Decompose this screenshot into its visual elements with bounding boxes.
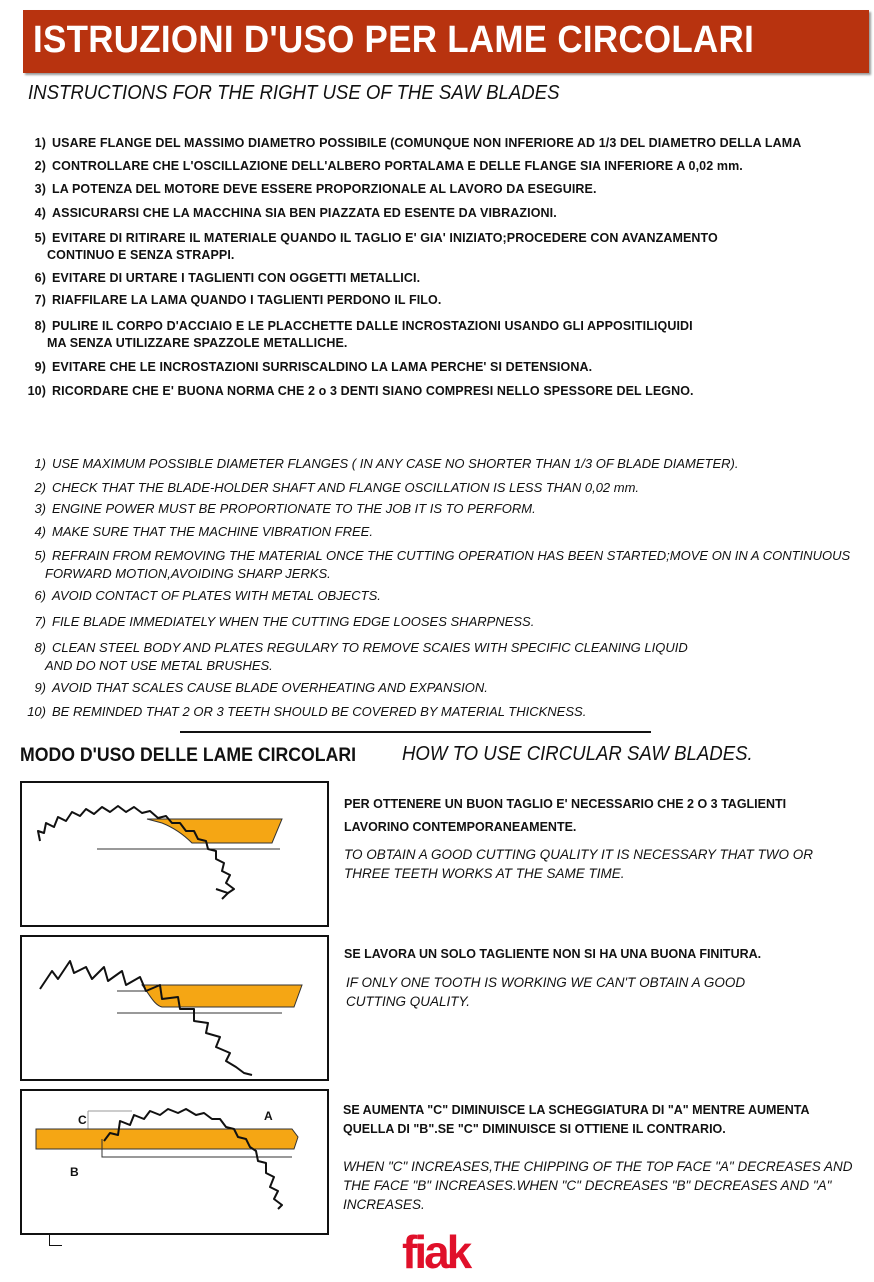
- list-item: 5) REFRAIN FROM REMOVING THE MATERIAL ONCE THE CUTTING OPERATION HAS BEEN STARTED;MOVE ON IN A CONTINUOUS FORWARD MOTION,AVOIDING SHARP JERKS.: [34, 548, 851, 581]
- list-item: 3) ENGINE POWER MUST BE PROPORTIONATE TO THE JOB IT IS TO PERFORM.: [34, 501, 536, 516]
- list-item: 1) USARE FLANGE DEL MASSIMO DIAMETRO POSSIBILE (COMUNQUE NON INFERIORE AD 1/3 DEL DIAMETRO DELLA LAMA: [34, 136, 802, 150]
- list-item: 10) BE REMINDED THAT 2 OR 3 TEETH SHOULD BE COVERED BY MATERIAL THICKNESS.: [27, 704, 587, 719]
- section-title-italian: MODO D'USO DELLE LAME CIRCOLARI: [20, 745, 357, 766]
- panel-text-italian: SE LAVORA UN SOLO TAGLIENTE NON SI HA UNA BUONA FINITURA.: [344, 947, 762, 961]
- list-item: 5) EVITARE DI RITIRARE IL MATERIALE QUANDO IL TAGLIO E' GIA' INIZIATO;PROCEDERE CON AVANZAMENTO CONTINUO E SENZA STRAPPI.: [34, 231, 718, 262]
- list-item: 8) PULIRE IL CORPO D'ACCIAIO E LE PLACCHETTE DALLE INCROSTAZIONI USANDO GLI APPOSITILIQUIDI MA SENZA UTILIZZARE SPAZZOLE METALLICHE.: [34, 319, 693, 350]
- list-item: 7) FILE BLADE IMMEDIATELY WHEN THE CUTTING EDGE LOOSES SHARPNESS.: [34, 614, 535, 629]
- label-b: B: [70, 1165, 79, 1179]
- list-item: 7) RIAFFILARE LA LAMA QUANDO I TAGLIENTI PERDONO IL FILO.: [34, 293, 442, 307]
- title-banner: [23, 10, 869, 73]
- diagram-panel-multi-teeth: [20, 781, 814, 927]
- list-item: 3) LA POTENZA DEL MOTORE DEVE ESSERE PROPORZIONALE AL LAVORO DA ESEGUIRE.: [34, 182, 597, 196]
- label-a: A: [264, 1109, 273, 1123]
- list-item: 9) EVITARE CHE LE INCROSTAZIONI SURRISCALDINO LA LAMA PERCHE' SI DETENSIONA.: [34, 360, 593, 374]
- diagram-panel-chipping: [20, 1089, 853, 1235]
- list-item: 4) MAKE SURE THAT THE MACHINE VIBRATION FREE.: [34, 524, 373, 539]
- panel-text-english: TO OBTAIN A GOOD CUTTING QUALITY IT IS NECESSARY THAT TWO OR THREE TEETH WORKS AT THE SAME TIME.: [344, 847, 814, 881]
- panel-text-italian: PER OTTENERE UN BUON TAGLIO E' NECESSARIO CHE 2 O 3 TAGLIENTI LAVORINO CONTEMPORANEAMENTE.: [344, 797, 787, 834]
- section-divider: [180, 731, 651, 733]
- panel-text-english: WHEN "C" INCREASES,THE CHIPPING OF THE TOP FACE "A" DECREASES AND THE FACE "B" INCREASES.WHEN "C" DECREASES "B" DECREASES AND "A" INCREASES.: [343, 1159, 853, 1212]
- panel-text-italian: SE AUMENTA "C" DIMINUISCE LA SCHEGGIATURA DI "A" MENTRE AUMENTA QUELLA DI "B".SE "C" DIMINUISCE SI OTTIENE IL CONTRARIO.: [343, 1103, 810, 1136]
- diagram-panel-single-tooth: [20, 935, 762, 1081]
- list-item: 2) CONTROLLARE CHE L'OSCILLAZIONE DELL'ALBERO PORTALAMA E DELLE FLANGE SIA INFERIORE A 0,02 mm.: [34, 159, 743, 173]
- list-item: 2) CHECK THAT THE BLADE-HOLDER SHAFT AND FLANGE OSCILLATION IS LESS THAN 0,02 mm.: [34, 480, 640, 495]
- list-item: 4) ASSICURARSI CHE LA MACCHINA SIA BEN PIAZZATA ED ESENTE DA VIBRAZIONI.: [34, 206, 557, 220]
- label-c: C: [78, 1113, 87, 1127]
- fiak-logo: [400, 1224, 474, 1276]
- page-subtitle: INSTRUCTIONS FOR THE RIGHT USE OF THE SAW BLADES: [28, 82, 560, 104]
- list-item: 1) USE MAXIMUM POSSIBLE DIAMETER FLANGES ( IN ANY CASE NO SHORTER THAN 1/3 OF BLADE DIAMETER).: [34, 456, 739, 471]
- corner-mark: [49, 1235, 62, 1246]
- list-item: 6) EVITARE DI URTARE I TAGLIENTI CON OGGETTI METALLICI.: [34, 271, 421, 285]
- section-title-english: HOW TO USE CIRCULAR SAW BLADES.: [402, 743, 753, 765]
- panel-text-english: IF ONLY ONE TOOTH IS WORKING WE CAN'T OBTAIN A GOOD CUTTING QUALITY.: [346, 975, 746, 1009]
- saw-blade-diagram: [22, 1091, 327, 1233]
- list-item: 8) CLEAN STEEL BODY AND PLATES REGULARY TO REMOVE SCAIES WITH SPECIFIC CLEANING LIQUID AND DO NOT USE METAL BRUSHES.: [34, 640, 688, 673]
- list-item: 10) RICORDARE CHE E' BUONA NORMA CHE 2 o 3 DENTI SIANO COMPRESI NELLO SPESSORE DEL LEGNO.: [27, 384, 694, 398]
- list-item: 9) AVOID THAT SCALES CAUSE BLADE OVERHEATING AND EXPANSION.: [34, 680, 488, 695]
- saw-blade-diagram: [22, 783, 327, 925]
- logo-text: fiak: [402, 1226, 470, 1276]
- saw-blade-diagram: [22, 937, 327, 1079]
- list-item: 6) AVOID CONTACT OF PLATES WITH METAL OBJECTS.: [34, 588, 381, 603]
- page-title: ISTRUZIONI D'USO PER LAME CIRCOLARI: [33, 19, 755, 61]
